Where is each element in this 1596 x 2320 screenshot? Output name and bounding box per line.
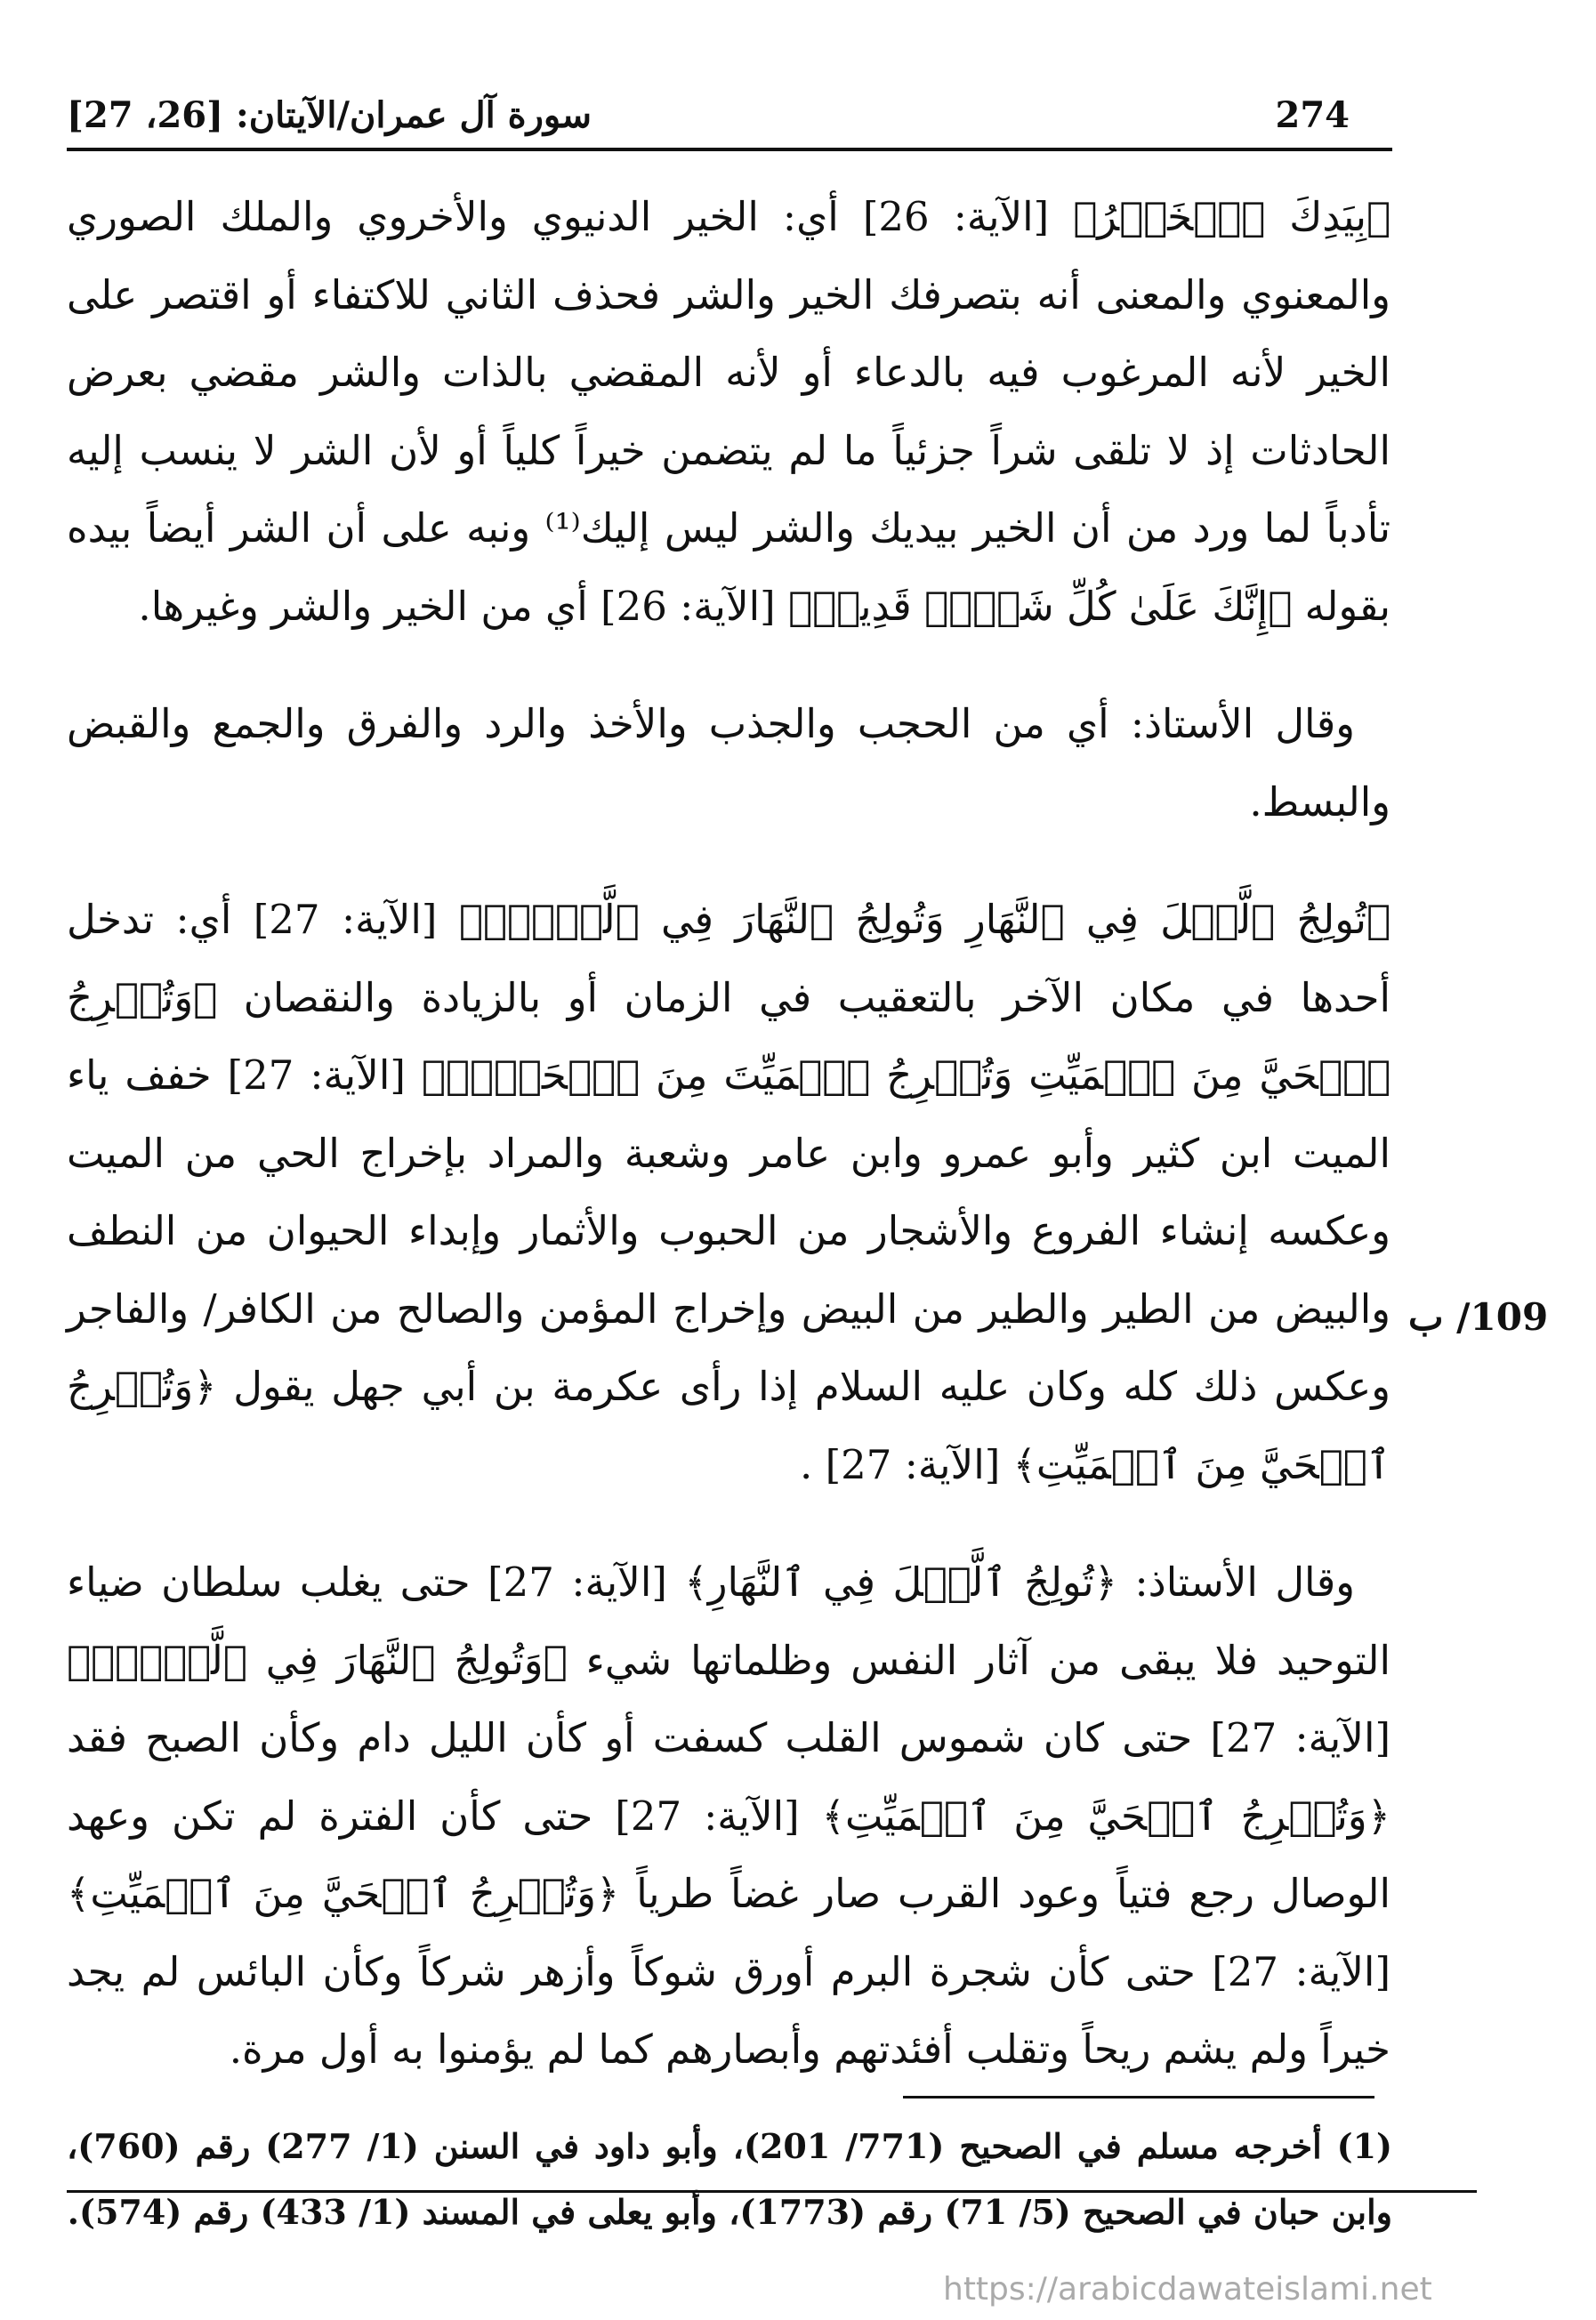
paragraph: وقال الأستاذ: ﴿تُولِجُ ٱلَّيۡلَ فِي ٱلنَّهَارِ﴾ [الآية: 27] حتى يغلب سلطان ضياء التوحيد فلا يبقى من آثار النفس وظلماتها شيء ﴿وَتُولِجُ ٱلنَّهَارَ فِي ٱلَّيۡلِۖ﴾ [الآية: 27] حتى كان شموس القلب كسفت أو كأن الليل دام وكأن الصبح فقد ﴿وَتُخۡرِجُ ٱلۡحَيَّ مِنَ ٱلۡمَيِّتِ﴾ [الآية: 27] حتى كأن الفترة لم تكن وعهد الوصال رجع فتياً وعود القرب صار غضاً طرياً ﴿وَتُخۡرِجُ ٱلۡحَيَّ مِنَ ٱلۡمَيِّتِ﴾ [الآية: 27] حتى كأن شجرة البرم أورق شوكاً وأزهر شركاً وكأن البائس لم يجد خيراً ولم يشم ريحاً وتقلب أفئدتهم وأبصارهم كما لم يؤمنوا به أول مرة. [67,1559,1391,2073]
paragraph: وقال الأستاذ: أي من الحجب والجذب والأخذ والرد والفرق والجمع والقبض والبسط. [67,700,1390,826]
running-title: سورة آل عمران/الآيتان: [26، 27] [67,94,592,136]
main-text [67,178,1390,2129]
paragraph: ﴿تُولِجُ ٱلَّيۡلَ فِي ٱلنَّهَارِ وَتُولِجُ ٱلنَّهَارَ فِي ٱلَّيۡلِۖ﴾ [الآية: 27] أي: تدخل أحدها في مكان الآخر بالتعقيب في الزمان أو بالزيادة والنقصان ﴿وَتُخۡرِجُ ٱلۡحَيَّ مِنَ ٱلۡمَيِّتِ وَتُخۡرِجُ ٱلۡمَيِّتَ مِنَ ٱلۡحَيِّۖ﴾ [الآية: 27] خفف ياء الميت ابن كثير وأبو عمرو وابن عامر وشعبة والمراد بإخراج الحي من الميت وعكسه إنشاء الفروع والأشجار من الحبوب والأثمار وإبداء الحيوان من النطف والبيض من الطير والطير من البيض وإخراج المؤمن والصالح من الكافر/ والفاجر وعكس ذلك كله وكان عليه السلام إذا رأى عكرمة بن أبي جهل يقول ﴿وَتُخۡرِجُ ٱلۡحَيَّ مِنَ ٱلۡمَيِّتِ﴾ [الآية: 27] . [67,896,1390,1488]
manuscript-folio-note: 109/ ب [1408,1295,1549,1339]
paragraph: ﴿بِيَدِكَ ٱلۡخَيۡرُ﴾ [الآية: 26] أي: الخير الدنيوي والأخروي والملك الصوري والمعنوي والمعنى أنه بتصرفك الخير والشر فحذف الثاني للاكتفاء أو اقتصر على الخير لأنه المرغوب فيه بالدعاء أو لأنه المقضي بالذات والشر مقضي بعرض الحادثات إذ لا تلقى شراً جزئياً ما لم يتضمن خيراً كلياً أو لأن الشر لا ينسب إليه تأدباً لما ورد من أن الخير بيديك والشر ليس إليك⁽¹⁾ ونبه على أن الشر أيضاً بيده بقوله ﴿إِنَّكَ عَلَىٰ كُلِّ شَيۡءٖ قَدِيرٞ﴾ [الآية: 26] أي من الخير والشر وغيرها. [67,193,1391,630]
header-rule [67,148,1392,151]
page-number: 274 [1275,94,1350,136]
page-header [67,78,1374,149]
footnote-separator [903,2096,1374,2098]
footnote: (1) أخرجه مسلم في الصحيح (771/ 201)، وأبو داود في السنن (1/ 277) رقم (760)، وابن حبان في الصحيح (5/ 71) رقم (1773)، وأبو يعلى في المسند (1/ 433) رقم (574). [67,2126,1392,2232]
watermark-url: https://arabicdawateislami.net [943,2271,1432,2308]
